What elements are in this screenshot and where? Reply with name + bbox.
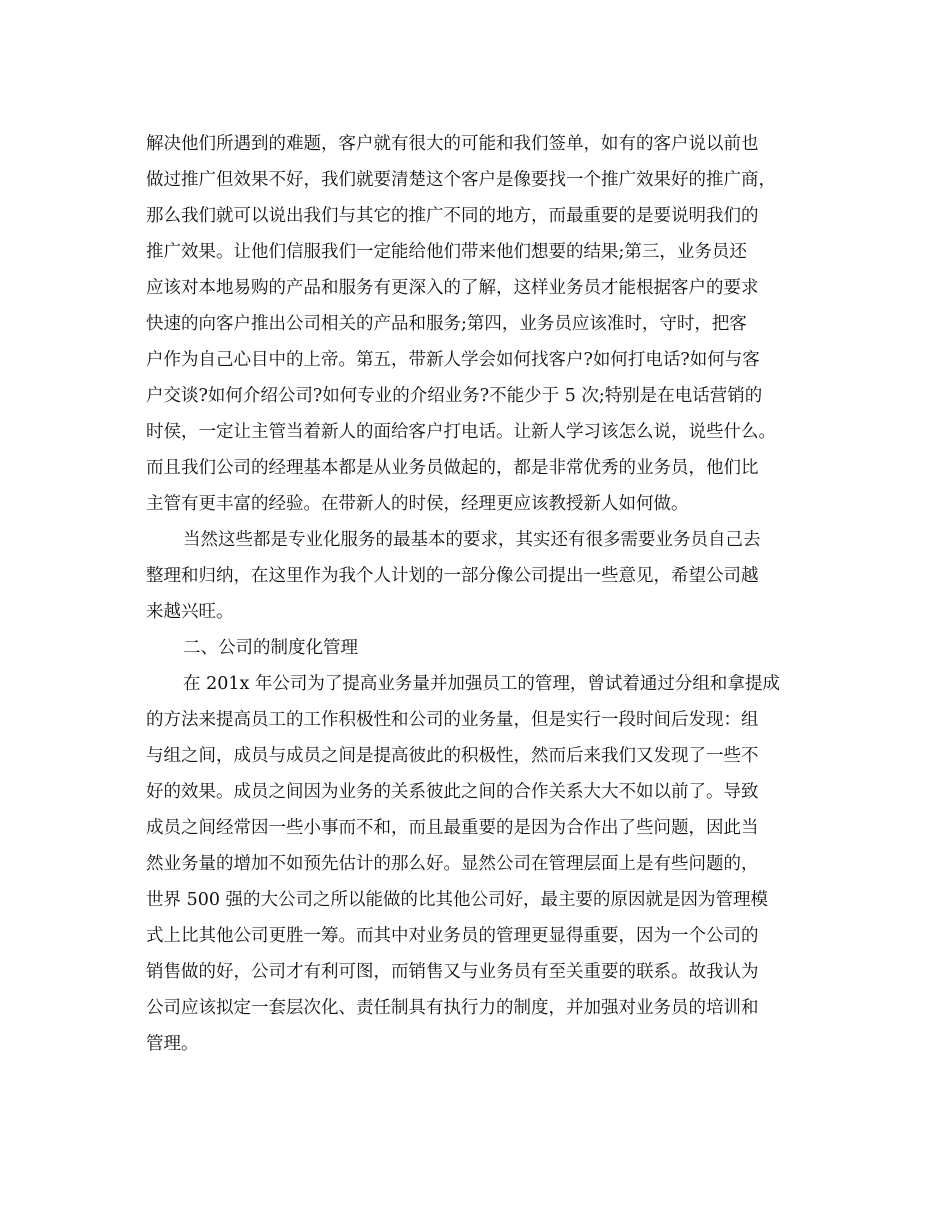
text-line: 时侯，一定让主管当着新人的面给客户打电话。让新人学习该怎么说，说些什么。 — [146, 422, 776, 442]
text-line: 与组之间，成员与成员之间是提高彼此的积极性，然而后来我们又发现了一些不 — [146, 746, 759, 766]
text-line: 管理。 — [146, 1034, 199, 1054]
text-line: 整理和归纳，在这里作为我个人计划的一部分像公司提出一些意见，希望公司越 — [146, 566, 759, 586]
text-line: 成员之间经常因一些小事而不和，而且最重要的是因为合作出了些问题，因此当 — [146, 818, 759, 838]
text-line: 快速的向客户推出公司相关的产品和服务;第四，业务员应该准时，守时，把客 — [146, 314, 747, 334]
text-line: 应该对本地易购的产品和服务有更深入的了解，这样业务员才能根据客户的要求 — [146, 278, 759, 298]
text-line: 式上比其他公司更胜一筹。而其中对业务员的管理更显得重要，因为一个公司的 — [146, 926, 759, 946]
text-line: 户作为自己心目中的上帝。第五，带新人学会如何找客户?如何打电话?如何与客 — [146, 350, 760, 370]
text-line: 好的效果。成员之间因为业务的关系彼此之间的合作关系大大不如以前了。导致 — [146, 782, 759, 802]
text-line: 做过推广但效果不好，我们就要清楚这个客户是像要找一个推广效果好的推广商， — [146, 170, 776, 190]
text-line: 解决他们所遇到的难题，客户就有很大的可能和我们签单，如有的客户说以前也 — [146, 134, 759, 154]
text-line: 的方法来提高员工的工作积极性和公司的业务量，但是实行一段时间后发现：组 — [146, 710, 759, 730]
text-line: 推广效果。让他们信服我们一定能给他们带来他们想要的结果;第三，业务员还 — [146, 242, 747, 262]
text-line: 世界 500 强的大公司之所以能做的比其他公司好，最主要的原因就是因为管理模 — [146, 890, 769, 910]
text-line: 当然这些都是专业化服务的最基本的要求，其实还有很多需要业务员自己去 — [183, 530, 761, 550]
text-line: 来越兴旺。 — [146, 602, 234, 622]
text-line: 销售做的好，公司才有利可图，而销售又与业务员有至关重要的联系。故我认为 — [146, 962, 759, 982]
text-line: 然业务量的增加不如预先估计的那么好。显然公司在管理层面上是有些问题的， — [146, 854, 759, 874]
text-line: 二、公司的制度化管理 — [183, 638, 358, 658]
text-line: 主管有更丰富的经验。在带新人的时侯，经理更应该教授新人如何做。 — [146, 494, 689, 514]
text-line: 公司应该拟定一套层次化、责任制具有执行力的制度，并加强对业务员的培训和 — [146, 998, 759, 1018]
text-line: 户交谈?如何介绍公司?如何专业的介绍业务?不能少于 5 次;特别是在电话营销的 — [146, 386, 763, 406]
document-body — [146, 126, 806, 1062]
text-line: 在 201x 年公司为了提高业务量并加强员工的管理，曾试着通过分组和拿提成 — [183, 674, 780, 694]
text-line: 那么我们就可以说出我们与其它的推广不同的地方，而最重要的是要说明我们的 — [146, 206, 759, 226]
text-line: 而且我们公司的经理基本都是从业务员做起的，都是非常优秀的业务员，他们比 — [146, 458, 759, 478]
